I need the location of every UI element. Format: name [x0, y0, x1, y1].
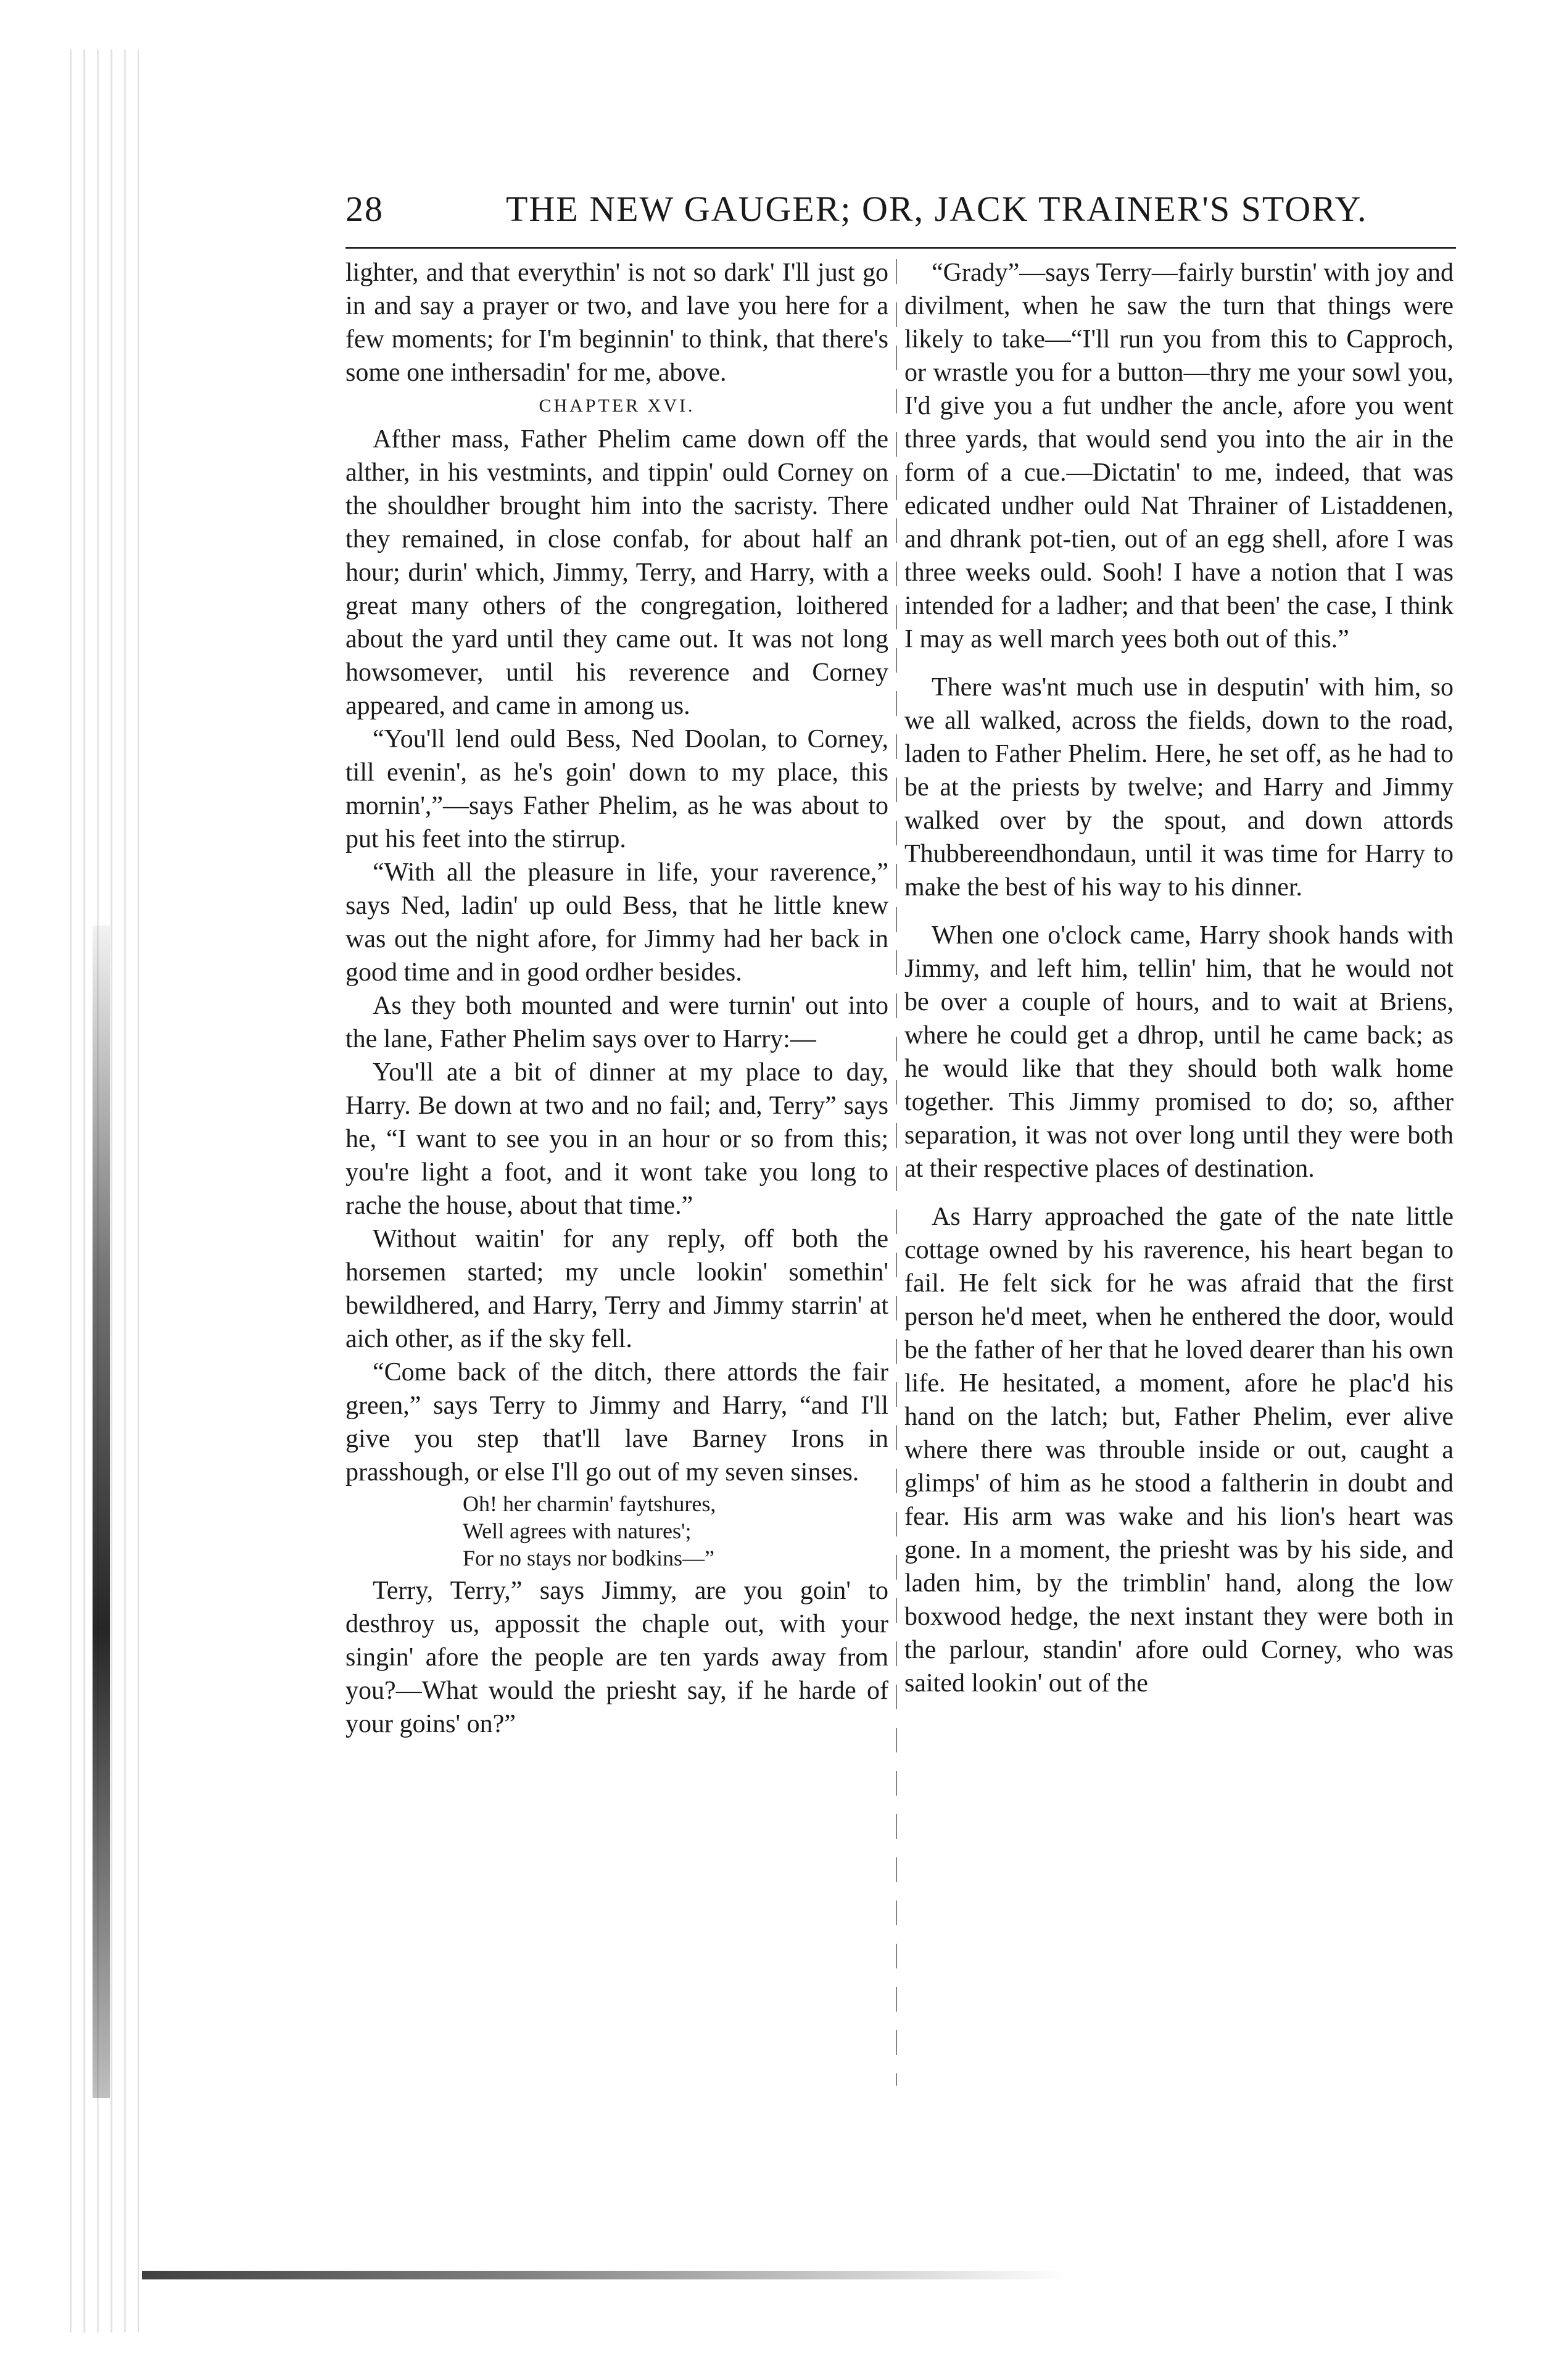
verse-line: For no stays nor bodkins—” — [463, 1546, 714, 1570]
paragraph: “Grady”—says Terry—fairly burstin' with joy and divilment, when he saw the turn that things were likely to take—“I'll run you from this to Capproch, or wrastle you for a button—thry me your sowl you, I'd give you a fut undher the ancle, afore you went three yards, that would send you into the air in the form of a cue.—Dictatin' to me, indeed, that was edicated undher ould Nat Thrainer of Listaddenen, and dhrank pot-tien, out of an egg shell, afore I was three weeks ould. Sooh! I have a notion that I was intended for a ladher; and that been' the case, I think I may as well march yees both out of this.” — [904, 259, 1454, 653]
song-verse — [463, 1490, 888, 1572]
paragraph: “Come back of the ditch, there attords the fair green,” says Terry to Jimmy and Harry, “and I'll give you step that'll lave Barney Irons in prasshough, or else I'll go out of my seven sinses. — [345, 1358, 888, 1486]
paragraph: When one o'clock came, Harry shook hands with Jimmy, and left him, tellin' him, that he would not be over a couple of hours, and to wait at Briens, where he could get a dhrop, until he came back; as he would like that they should both walk home together. This Jimmy promised to do; so, afther separation, it was not over long until they were both at their respective places of destination. — [904, 921, 1454, 1183]
paragraph: Afther mass, Father Phelim came down off the alther, in his vestmints, and tippin' ould Corney on the shouldher brought him into the sacristy. There they remained, in close confab, for about half an hour; durin' which, Jimmy, Terry, and Harry, with a great many others of the congregation, loithered about the yard until they came out. It was not long howsomever, until his reverence and Corney appeared, and came in among us. — [345, 425, 888, 720]
paragraph: “With all the pleasure in life, your raverence,” says Ned, ladin' up ould Bess, that he little knew was out the night afore, for Jimmy had her back in good time and in good ordher besides. — [345, 858, 888, 987]
paragraph: As Harry approached the gate of the nate little cottage owned by his raverence, his heart began to fail. He felt sick for he was afraid that the first person he'd meet, when he enthered the door, would be the father of her that he loved dearer than his own life. He hesitated, a moment, afore he plac'd his hand on the latch; but, Father Phelim, ever alive where there was throuble inside or out, caught a glimps' of him as he stood a faltherin in doubt and fear. His arm was wake and his lion's heart was gone. In a moment, the priesht was by his side, and laden him, by the trimblin' hand, along the low boxwood hedge, the next instant they were both in the parlour, standin' afore ould Corney, who was saited lookin' out of the — [904, 1203, 1454, 1698]
running-title: THE NEW GAUGER; OR, JACK TRAINER'S STORY. — [506, 189, 1368, 229]
paragraph: Terry, Terry,” says Jimmy, are you goin' to desthroy us, appossit the chaple out, with your singin' afore the people are ten yards away from you?—What would the priesht say, if he harde of your goins' on?” — [345, 1577, 888, 1738]
page-number: 28 — [345, 189, 384, 229]
verse-line: Well agrees with natures'; — [463, 1519, 692, 1543]
bottom-scan-smear — [142, 2271, 1067, 2279]
running-header — [345, 188, 1456, 238]
binding-gutter-dark-band — [93, 926, 110, 2098]
column-divider — [896, 259, 897, 2086]
paragraph: lighter, and that everythin' is not so dark' I'll just go in and say a prayer or two, and lave you here for a few moments; for I'm beginnin' to think, that there's some one inthersadin' for me, above. — [345, 259, 888, 387]
paragraph: You'll ate a bit of dinner at my place to day, Harry. Be down at two and no fail; and, Terry” says he, “I want to see you in an hour or so from this; you're light a foot, and it wont take you long to rache the house, about that time.” — [345, 1058, 888, 1220]
paragraph: As they both mounted and were turnin' out into the lane, Father Phelim says over to Harry:— — [345, 992, 888, 1053]
chapter-heading: CHAPTER XVI. — [539, 396, 695, 416]
paragraph: There was'nt much use in desputin' with him, so we all walked, across the fields, down to the road, laden to Father Phelim. Here, he set off, as he had to be at the priests by twelve; and Harry and Jimmy walked over by the spout, and down attords Thubbereendhondaun, until it was time for Harry to make the best of his way to his dinner. — [904, 673, 1454, 902]
right-column — [904, 256, 1454, 1700]
paragraph: Without waitin' for any reply, off both the horsemen started; my uncle lookin' somethin' bewildhered, and Harry, Terry and Jimmy starrin' at aich other, as if the sky fell. — [345, 1225, 888, 1353]
header-rule — [345, 247, 1456, 249]
verse-line: Oh! her charmin' faytshures, — [463, 1491, 716, 1516]
left-column — [345, 256, 888, 1741]
paragraph: “You'll lend ould Bess, Ned Doolan, to Corney, till evenin', as he's goin' down to my place, this mornin',”—says Father Phelim, as he was about to put his feet into the stirrup. — [345, 725, 888, 853]
